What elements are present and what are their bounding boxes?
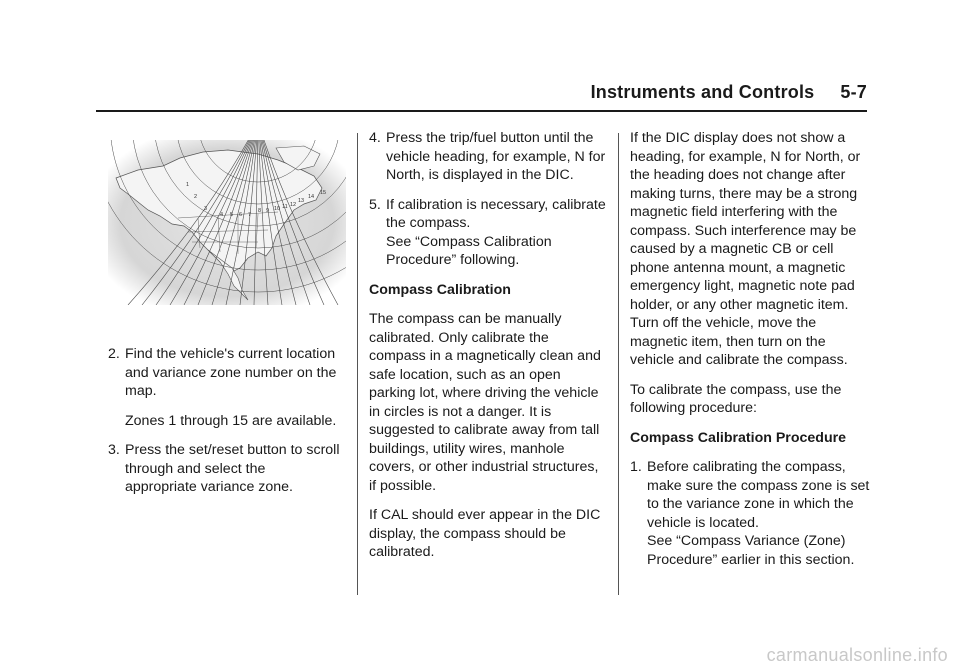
step-number: 3. [108, 442, 120, 458]
page-header [96, 78, 867, 112]
paragraph: If CAL should ever appear in the DIC display, the compass should be calibrated. [369, 507, 601, 560]
column-divider [357, 133, 358, 595]
step-number: 5. [369, 196, 381, 213]
column-divider [618, 133, 619, 595]
step-text: Find the vehicle's current location and variance zone number on the map. [125, 346, 337, 399]
step-text: Before calibrating the compass, make sure the compass zone is set to the variance zone in which the vehicle is located. [647, 459, 870, 531]
zone-label: 15 [320, 190, 327, 196]
zone-label: 14 [308, 194, 315, 200]
paragraph: To calibrate the compass, use the following procedure: [630, 381, 842, 416]
zone-label: 12 [290, 202, 297, 208]
zone-label: 1 [186, 182, 190, 188]
zone-label: 5 [230, 212, 234, 218]
section-heading: Compass Calibration Procedure [630, 429, 847, 446]
zone-label: 11 [282, 204, 288, 210]
zone-label: 8 [258, 208, 262, 214]
zone-label: 7 [248, 212, 252, 218]
zone-label: 2 [194, 194, 198, 200]
compass-variance-zone-map [108, 140, 346, 305]
paragraph: If the DIC display does not show a heading, for example, N for North, or the heading does not change after making turns, there may be a strong magnetic field interfering with the compass. Such interference may be caused by a magnetic CB or cell phone antenna mount, a magnetic emergency light, magnetic note pad holder, or any other magnetic item. Turn off the vehicle, move the magnetic item, then turn on the vehicle and calibrate the compass. [630, 130, 861, 368]
column-3 [630, 129, 870, 580]
see-note: See “Compass Variance (Zone) Procedure” earlier in this section. [647, 533, 855, 568]
step-5 [369, 196, 609, 233]
step-2 [108, 345, 340, 401]
watermark: carmanualsonline.info [766, 645, 948, 665]
column-2 [369, 129, 609, 573]
zone-label: 13 [298, 198, 305, 204]
step-text: Press the set/reset button to scroll through and select the appropriate variance zone. [125, 442, 340, 495]
step-number: 1. [630, 459, 642, 475]
section-heading: Compass Calibration [369, 281, 511, 298]
see-note: See “Compass Calibration Procedure” following. [386, 233, 552, 268]
zone-label: 10 [274, 206, 281, 212]
step-text: Press the trip/fuel button until the vehicle heading, for example, N for North, is displayed in the DIC. [386, 130, 606, 183]
paragraph: The compass can be manually calibrated. Only calibrate the compass in a magnetically clean and safe location, such as an open parking lot, where driving the vehicle in circles is not a danger. It is suggested to calibrate away from tall buildings, utility wires, manhole covers, or other industrial structures, if possible. [369, 311, 601, 494]
step-3 [108, 441, 340, 497]
step-4 [369, 129, 609, 185]
zone-map-graphic [108, 140, 346, 305]
step-number: 4. [369, 130, 381, 146]
page-title: Instruments and Controls 5-7 [590, 82, 867, 102]
zone-label: 9 [266, 208, 270, 214]
column-1 [108, 345, 340, 508]
zone-label: 3 [204, 206, 208, 212]
zone-label: 4 [220, 212, 224, 218]
step-text: If calibration is necessary, calibrate the compass. [386, 196, 606, 231]
step-number: 2. [108, 346, 120, 362]
zone-label: 6 [239, 212, 243, 218]
zones-note: Zones 1 through 15 are available. [125, 412, 337, 429]
step-1 [630, 458, 870, 532]
